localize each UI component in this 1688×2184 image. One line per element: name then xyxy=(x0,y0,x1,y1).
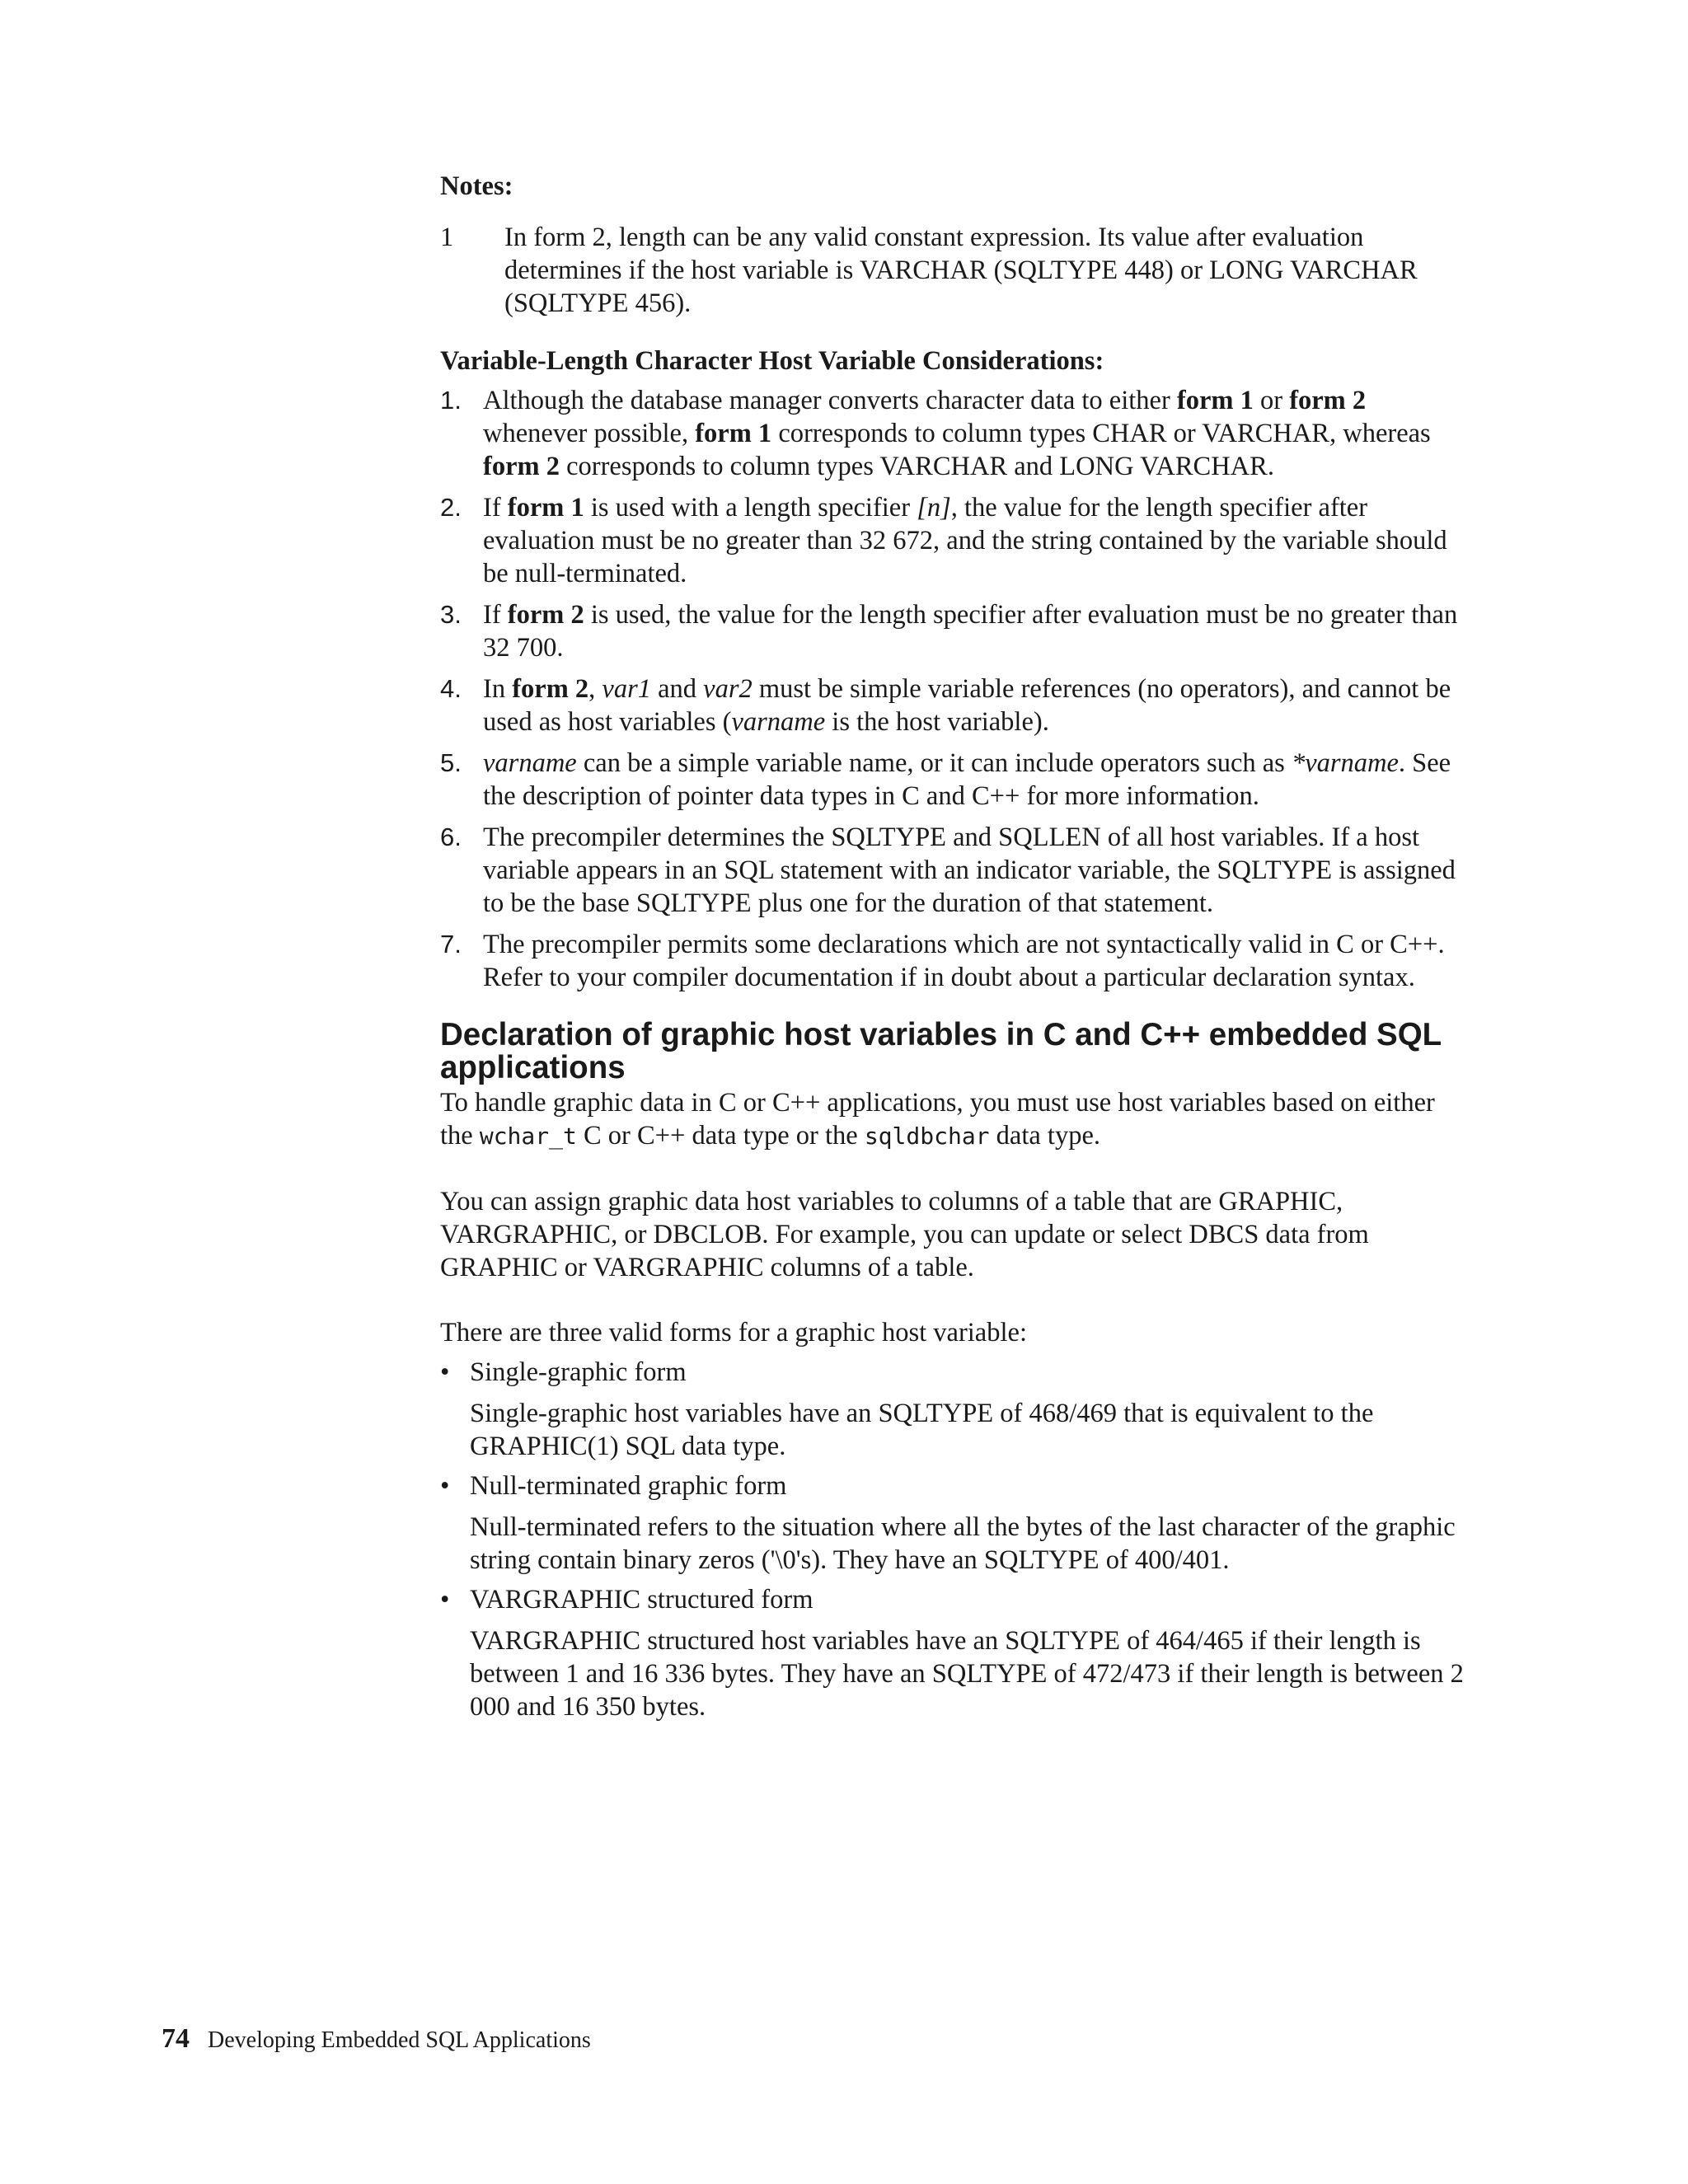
section-heading: Declaration of graphic host variables in C and C++ embedded SQL applications xyxy=(440,1017,1442,1085)
section-paragraph: To handle graphic data in C or C++ applications, you must use host variables based on either the wchar_t C or C++ data type or the sqldbchar data type. xyxy=(440,1088,1435,1151)
list-number: 6. xyxy=(440,823,462,851)
consideration-item xyxy=(440,821,1472,920)
considerations-list xyxy=(440,384,1472,994)
form-description: VARGRAPHIC structured host variables have an SQLTYPE of 464/465 if their length is between 1 and 16 336 bytes. They have an SQLTYPE of 472/473 if their length is between 2 000 and 16 350 bytes. xyxy=(470,1626,1464,1722)
list-number: 5. xyxy=(440,748,462,777)
book-title: Developing Embedded SQL Applications xyxy=(208,2027,591,2053)
consideration-text: Although the database manager converts character data to either form 1 or form 2 whenever possible, form 1 corresponds to column types CHAR or VARCHAR, whereas form 2 corresponds to column types VARCHAR and LONG VARCHAR. xyxy=(483,386,1431,481)
consideration-item xyxy=(440,747,1472,813)
bullet-icon: • xyxy=(440,1471,450,1501)
consideration-text: If form 2 is used, the value for the length specifier after evaluation must be no greater than 32 700. xyxy=(483,600,1458,663)
form-name: VARGRAPHIC structured form xyxy=(470,1585,814,1615)
considerations-heading: Variable-Length Character Host Variable Considerations: xyxy=(440,346,1104,376)
list-number: 3. xyxy=(440,600,462,629)
consideration-item xyxy=(440,491,1472,590)
consideration-text: If form 1 is used with a length specifier [n], the value for the length specifier after evaluation must be no greater than 32 672, and the string contained by the variable should be null-terminated. xyxy=(483,493,1447,588)
list-number: 7. xyxy=(440,930,462,958)
form-item xyxy=(440,1356,1472,1463)
consideration-item xyxy=(440,928,1472,994)
section-paragraph: There are three valid forms for a graphic host variable: xyxy=(440,1318,1027,1347)
note-item xyxy=(440,221,1472,320)
consideration-item xyxy=(440,598,1472,664)
page-content xyxy=(440,170,1472,1730)
consideration-item xyxy=(440,673,1472,738)
note-text: In form 2, length can be any valid constant expression. Its value after evaluation determines if the host variable is VARCHAR (SQLTYPE 448) or LONG VARCHAR (SQLTYPE 456). xyxy=(504,223,1418,318)
form-item xyxy=(440,1583,1472,1723)
notes-heading: Notes: xyxy=(440,171,513,201)
consideration-text: The precompiler permits some declarations which are not syntactically valid in C or C++. Refer to your compiler documentation if in doubt about a particular declaration syntax. xyxy=(483,930,1445,992)
list-number: 2. xyxy=(440,493,462,522)
section-paragraph: You can assign graphic data host variables to columns of a table that are GRAPHIC, VARGRAPHIC, or DBCLOB. For example, you can update or select DBCS data from GRAPHIC or VARGRAPHIC columns of a table. xyxy=(440,1187,1369,1282)
consideration-text: In form 2, var1 and var2 must be simple variable references (no operators), and cannot be used as host variables (varname is the host variable). xyxy=(483,674,1451,737)
page-number: 74 xyxy=(162,2023,190,2054)
list-number: 1. xyxy=(440,386,462,415)
consideration-text: varname can be a simple variable name, or it can include operators such as *varname. See the description of pointer data types in C and C++ for more information. xyxy=(483,748,1451,811)
bullet-icon: • xyxy=(440,1357,450,1387)
note-number: 1 xyxy=(440,223,454,252)
form-item xyxy=(440,1469,1472,1577)
list-number: 4. xyxy=(440,674,462,703)
form-description: Single-graphic host variables have an SQLTYPE of 468/469 that is equivalent to the GRAPHIC(1) SQL data type. xyxy=(470,1399,1374,1461)
consideration-item xyxy=(440,384,1472,483)
form-name: Null-terminated graphic form xyxy=(470,1471,787,1501)
form-name: Single-graphic form xyxy=(470,1357,687,1387)
bullet-icon: • xyxy=(440,1585,450,1615)
forms-list xyxy=(440,1356,1472,1723)
page-footer xyxy=(162,2022,591,2057)
consideration-text: The precompiler determines the SQLTYPE and SQLLEN of all host variables. If a host variable appears in an SQL statement with an indicator variable, the SQLTYPE is assigned to be the base SQLTYPE plus one for the duration of that statement. xyxy=(483,823,1456,918)
form-description: Null-terminated refers to the situation where all the bytes of the last character of the graphic string contain binary zeros ('\0's). They have an SQLTYPE of 400/401. xyxy=(470,1512,1456,1575)
